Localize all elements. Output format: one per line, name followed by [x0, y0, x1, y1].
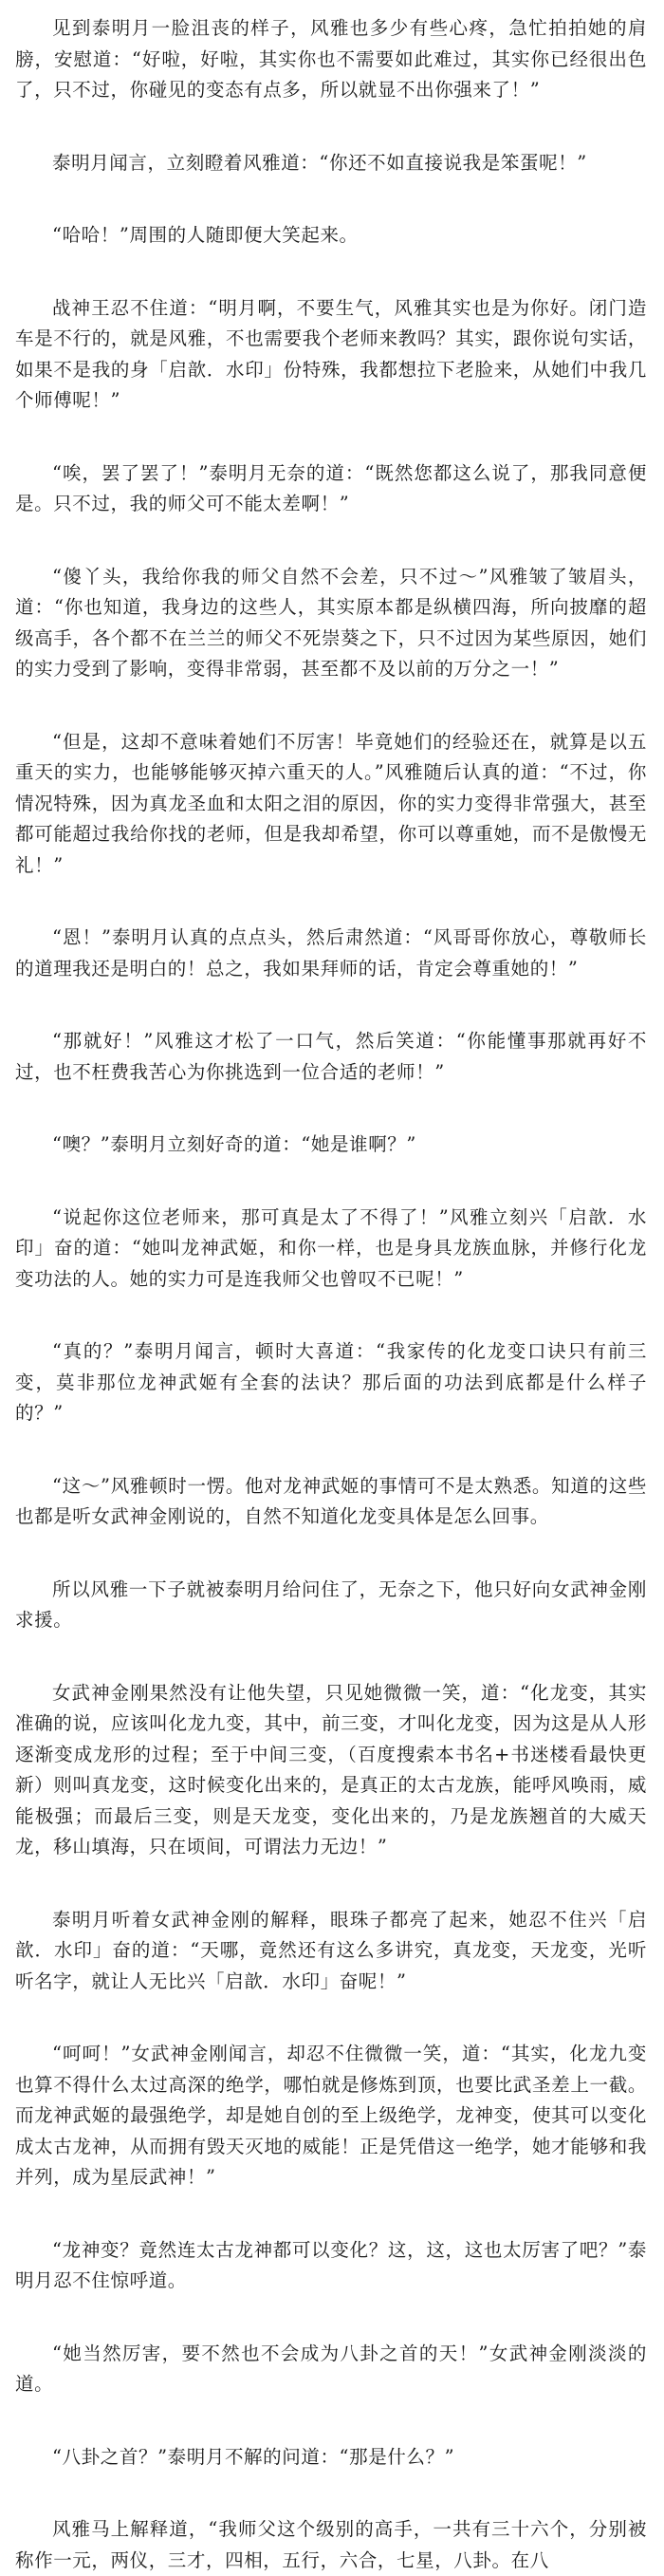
paragraph: “傻丫头，我给你我的师父自然不会差，只不过～”风雅皱了皱眉头，道：“你也知道，我身边的这些人，其实原本都是纵横四海，所向披靡的超级高手，各个都不在兰兰的师父不死崇葵之下，只不过因为某些原因，她们的实力受到了影响，变得非常弱，甚至都不及以前的万分之一！” [15, 565, 647, 680]
paragraph: 泰明月听着女武神金刚的解释，眼珠子都亮了起来，她忍不住兴「启歆．水印」奋的道：“天哪，竟然还有这么多讲究，真龙变，天龙变，光听听名字，就让人无比兴「启歆．水印」奋呢！” [15, 1908, 647, 1992]
paragraph: “那就好！”风雅这才松了一口气，然后笑道：“你能懂事那就再好不过，也不枉费我苦心为你挑选到一位合适的老师！” [15, 1030, 647, 1083]
paragraph: 女武神金刚果然没有让他失望，只见她微微一笑，道：“化龙变，其实准确的说，应该叫化龙九变，其中，前三变，才叫化龙变，因为这是从人形逐渐变成龙形的过程；至于中间三变，（百度搜索本书名+书迷楼看最快更新）则叫真龙变，这时候变化出来的，是真正的太古龙族，能呼风唤雨，威能极强；而最后三变，则是天龙变，变化出来的，乃是龙族翘首的大威天龙，移山填海，只在顷间，可谓法力无边！” [15, 1681, 647, 1857]
paragraph: 所以风雅一下子就被泰明月给问住了，无奈之下，他只好向女武神金刚求援。 [15, 1577, 647, 1631]
paragraph: “呵呵！”女武神金刚闻言，却忍不住微微一笑，道：“其实，化龙九变也算不得什么太过高深的绝学，哪怕就是修炼到顶，也要比武圣差上一截。而龙神武姬的最强绝学，却是她自创的至上级绝学，龙神变，使其可以变化成太古龙神，从而拥有毁天灭地的威能！正是凭借这一绝学，她才能够和我并列，成为星辰武神！” [15, 2043, 647, 2188]
paragraph: “八卦之首？”泰明月不解的问道：“那是什么？” [52, 2445, 455, 2468]
paragraph: “但是，这却不意味着她们不厉害！毕竟她们的经验还在，就算是以五重天的实力，也能够能够灭掉六重天的人。”风雅随后认真的道：“不过，你情况特殊，因为真龙圣血和太阳之泪的原因，你的实力变得非常强大，甚至都可能超过我给你找的老师，但是我却希望，你可以尊重她，而不是傲慢无礼！” [15, 730, 647, 876]
paragraph: 见到泰明月一脸沮丧的样子，风雅也多少有些心疼，急忙拍拍她的肩膀，安慰道：“好啦，好啦，其实你也不需要如此难过，其实你已经很出色了，只不过，你碰见的变态有点多，所以就显不出你强来了！” [15, 17, 647, 101]
paragraph: “噢？”泰明月立刻好奇的道：“她是谁啊？” [52, 1133, 416, 1155]
paragraph: “唉，罢了罢了！”泰明月无奈的道：“既然您都这么说了，那我同意便是。只不过，我的师父可不能太差啊！” [15, 461, 647, 514]
paragraph: “她当然厉害，要不然也不会成为八卦之首的天！”女武神金刚淡淡的道。 [15, 2342, 647, 2395]
paragraph: “这～”风雅顿时一愣。他对龙神武姬的事情可不是太熟悉。知道的这些也都是听女武神金刚说的，自然不知道化龙变具体是怎么回事。 [15, 1474, 647, 1527]
paragraph: “真的？”泰明月闻言，顿时大喜道：“我家传的化龙变口诀只有前三变，莫非那位龙神武姬有全套的法诀？那后面的功法到底都是什么样子的？” [15, 1340, 647, 1424]
paragraph: 风雅马上解释道，“我师父这个级别的高手，一共有三十六个，分别被称作一元，两仪，三才，四相，五行，六合，七星，八卦。在八 [15, 2518, 647, 2571]
paragraph: 泰明月闻言，立刻瞪着风雅道：“你还不如直接说我是笨蛋呢！” [52, 151, 587, 174]
paragraph: “说起你这位老师来，那可真是太了不得了！”风雅立刻兴「启歆．水印」奋的道：“她叫龙神武姬，和你一样，也是身具龙族血脉，并修行化龙变功法的人。她的实力可是连我师父也曾叹不已呢！” [15, 1205, 647, 1290]
paragraph: “龙神变？竟然连太古龙神都可以变化？这，这，这也太厉害了吧？”泰明月忍不住惊呼道。 [15, 2238, 647, 2291]
paragraph: 战神王忍不住道：“明月啊，不要生气，风雅其实也是为你好。闭门造车是不行的，就是风雅，不也需要我个老师来教吗？其实，跟你说句实话，如果不是我的身「启歆．水印」份特殊，我都想拉下老脸来，从她们中我几个师傅呢！” [15, 296, 647, 411]
paragraph: “哈哈！”周围的人随即便大笑起来。 [52, 224, 359, 246]
paragraph: “恩！”泰明月认真的点点头，然后肃然道：“风哥哥你放心，尊敬师长的道理我还是明白的！总之，我如果拜师的话，肯定会尊重她的！” [15, 926, 647, 980]
